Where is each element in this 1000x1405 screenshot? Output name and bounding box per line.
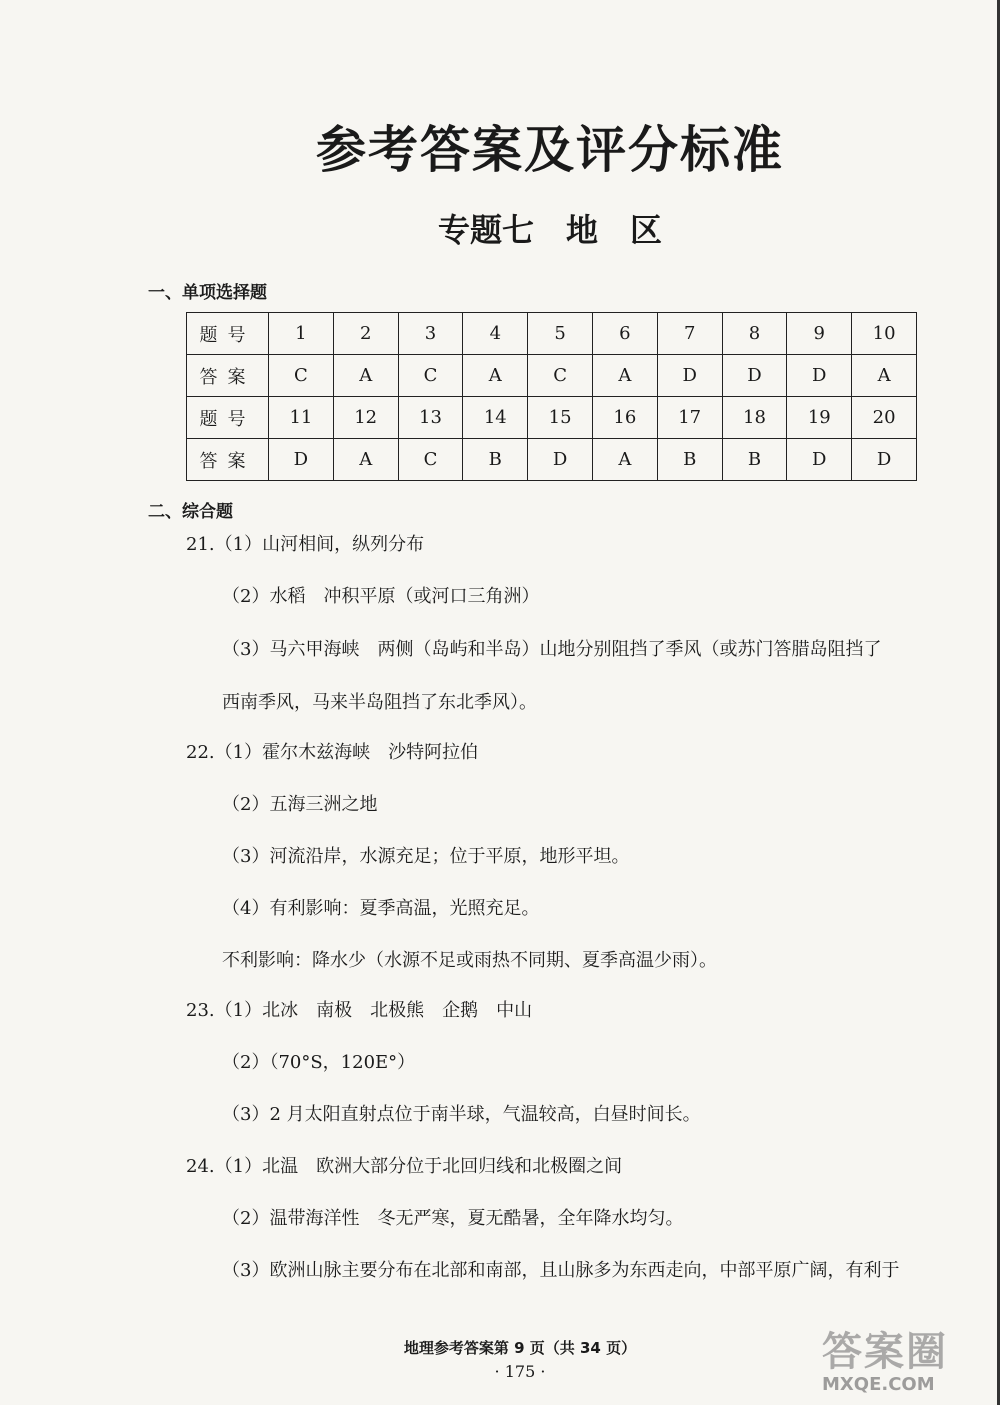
table-cell: D — [787, 439, 852, 481]
row-label: 答案 — [187, 439, 269, 481]
table-cell: D — [852, 439, 917, 481]
row-label: 题号 — [187, 397, 269, 439]
answer-line: 22.（1）霍尔木兹海峡 沙特阿拉伯 — [186, 742, 479, 763]
table-cell: 7 — [657, 313, 722, 355]
page-footer: 地理参考答案第 9 页（共 34 页） — [403, 1339, 637, 1357]
table-cell: 1 — [269, 313, 334, 355]
answer-line: 不利影响：降水少（水源不足或雨热不同期、夏季高温少雨）。 — [222, 950, 717, 971]
answer-table — [186, 312, 917, 481]
table-row — [187, 355, 917, 397]
table-cell: A — [592, 355, 657, 397]
table-cell: A — [592, 439, 657, 481]
answer-line: （2）五海三洲之地 — [222, 794, 378, 815]
answer-line: 西南季风，马来半岛阻挡了东北季风）。 — [222, 692, 537, 713]
answer-line: 24.（1）北温 欧洲大部分位于北回归线和北极圈之间 — [186, 1156, 623, 1177]
table-cell: D — [657, 355, 722, 397]
section-heading-choice: 一、单项选择题 — [148, 283, 267, 303]
table-cell: 12 — [333, 397, 398, 439]
table-cell: 15 — [528, 397, 593, 439]
table-cell: 3 — [398, 313, 463, 355]
table-cell: C — [398, 439, 463, 481]
table-cell: 18 — [722, 397, 787, 439]
table-cell: A — [333, 355, 398, 397]
table-cell: 2 — [333, 313, 398, 355]
answer-line: 21.（1）山河相间，纵列分布 — [186, 534, 425, 555]
table-cell: 13 — [398, 397, 463, 439]
table-cell: 4 — [463, 313, 528, 355]
table-cell: B — [657, 439, 722, 481]
table-cell: 16 — [592, 397, 657, 439]
answer-line: （3）马六甲海峡 两侧（岛屿和半岛）山地分别阻挡了季风（或苏门答腊岛阻挡了 — [222, 639, 882, 660]
answer-line: （3）河流沿岸，水源充足；位于平原，地形平坦。 — [222, 846, 630, 867]
table-row — [187, 313, 917, 355]
answer-line: （2）（70°S，120E°） — [222, 1052, 416, 1073]
section-heading-comprehensive: 二、综合题 — [148, 502, 233, 522]
table-cell: D — [528, 439, 593, 481]
table-cell: B — [722, 439, 787, 481]
answer-line: （4）有利影响：夏季高温，光照充足。 — [222, 898, 540, 919]
answer-line: （3）2 月太阳直射点位于南半球，气温较高，白昼时间长。 — [222, 1104, 701, 1125]
table-cell: 19 — [787, 397, 852, 439]
table-cell: 9 — [787, 313, 852, 355]
table-cell: D — [787, 355, 852, 397]
table-cell: 17 — [657, 397, 722, 439]
table-cell: 11 — [269, 397, 334, 439]
table-cell: D — [269, 439, 334, 481]
answer-line: （2）水稻 冲积平原（或河口三角洲） — [222, 586, 540, 607]
table-cell: 10 — [852, 313, 917, 355]
page-number: · 175 · — [494, 1362, 546, 1381]
table-row — [187, 397, 917, 439]
table-cell: 8 — [722, 313, 787, 355]
table-cell: 20 — [852, 397, 917, 439]
watermark-url: MXQE.COM — [822, 1374, 935, 1395]
table-cell: A — [463, 355, 528, 397]
answer-line: （2）温带海洋性 冬无严寒，夏无酷暑，全年降水均匀。 — [222, 1208, 684, 1229]
row-label: 题号 — [187, 313, 269, 355]
answer-line: （3）欧洲山脉主要分布在北部和南部，且山脉多为东西走向，中部平原广阔，有利于 — [222, 1260, 900, 1281]
table-cell: A — [852, 355, 917, 397]
table-row — [187, 439, 917, 481]
page-subtitle: 专题七 地 区 — [437, 211, 662, 249]
watermark-logo-text: 答案圈 — [822, 1329, 948, 1375]
table-cell: 5 — [528, 313, 593, 355]
answer-line: 23.（1）北冰 南极 北极熊 企鹅 中山 — [186, 1000, 533, 1021]
table-cell: A — [333, 439, 398, 481]
table-cell: B — [463, 439, 528, 481]
page-title: 参考答案及评分标准 — [316, 121, 784, 179]
table-cell: C — [398, 355, 463, 397]
row-label: 答案 — [187, 355, 269, 397]
watermark-logo — [822, 1330, 992, 1400]
table-cell: 6 — [592, 313, 657, 355]
table-cell: C — [269, 355, 334, 397]
table-cell: D — [722, 355, 787, 397]
table-cell: C — [528, 355, 593, 397]
table-cell: 14 — [463, 397, 528, 439]
